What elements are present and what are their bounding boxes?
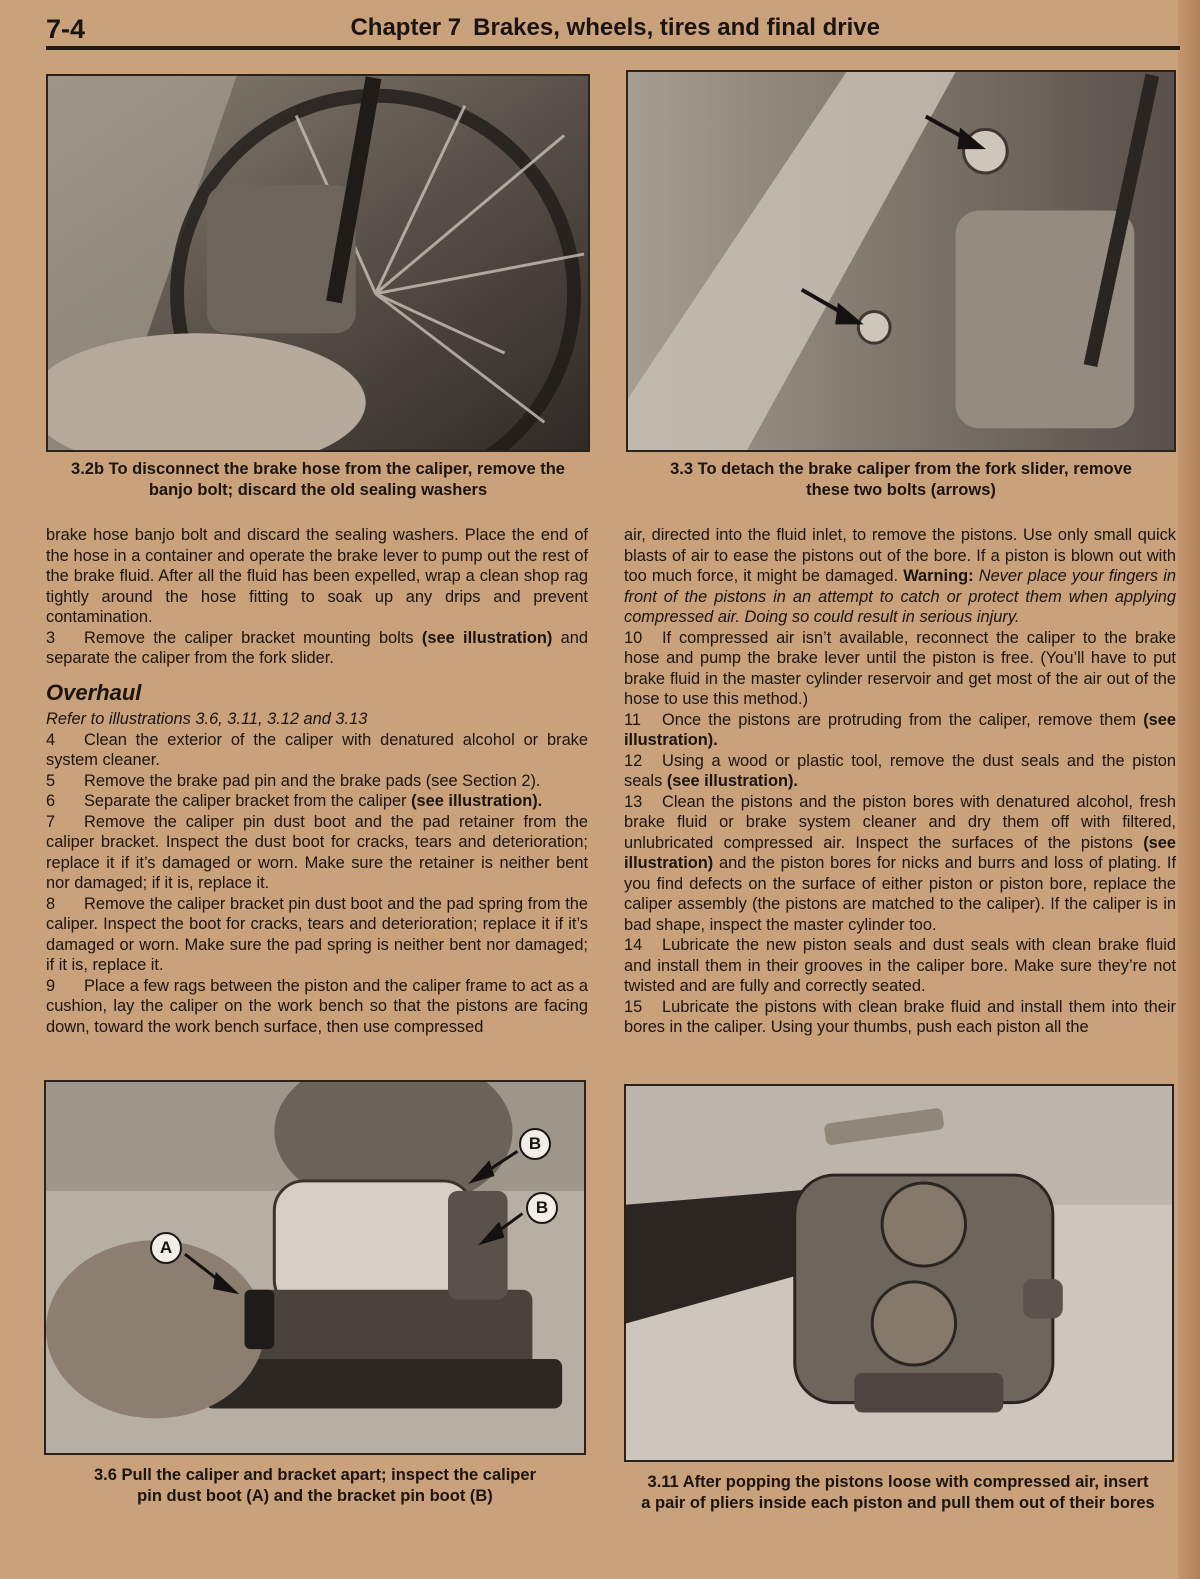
step-number: 9 xyxy=(46,976,56,995)
paragraph xyxy=(624,525,1176,628)
illustration-ref: (see illustration). xyxy=(411,792,543,810)
caption-line: 3.11 After popping the pistons loose with compressed air, insert xyxy=(647,1473,1149,1491)
paragraph xyxy=(46,730,588,771)
caption-3-3 xyxy=(626,459,1176,501)
step-number: 15 xyxy=(624,997,643,1016)
paragraph xyxy=(46,812,588,894)
page-number: 7-4 xyxy=(46,14,86,44)
callout-b: B xyxy=(526,1192,558,1224)
step-text: and separate the caliper from the fork slider. xyxy=(46,628,588,667)
paragraph xyxy=(46,894,588,976)
step-text: Remove the caliper pin dust boot and the pad retainer from the caliper bracket. Inspect the dust boot for cracks, tears and deterioration; replace it if it’s damaged or worn. Make sure the retainer is neither bent nor damaged; if it is, replace it. xyxy=(46,812,588,892)
step-number: 5 xyxy=(46,771,56,790)
step-text: Using a wood or plastic tool, remove the dust seals and the piston seals xyxy=(624,751,1176,790)
photo-3-11 xyxy=(624,1084,1174,1462)
paragraph xyxy=(624,792,1176,936)
step-text: and the piston bores for nicks and burrs and loss of plating. If you find defects on the surface of either piston or piston bore, replace the caliper assembly (the pistons are matched to the caliper). If the caliper is in bad shape, inspect the master cylinder too. xyxy=(624,854,1176,934)
photo-3-2b xyxy=(46,74,590,452)
caption-line: pin dust boot (A) and the bracket pin boot (B) xyxy=(137,1487,493,1505)
caption-3-2b xyxy=(46,459,590,501)
step-text: Separate the caliper bracket from the caliper xyxy=(84,792,407,810)
header-rule xyxy=(46,46,1180,50)
step-number: 13 xyxy=(624,792,643,811)
right-column xyxy=(624,525,1176,1038)
paragraph xyxy=(624,710,1176,751)
section-heading: Overhaul xyxy=(46,679,142,705)
page-edge xyxy=(1178,0,1200,1579)
illustration-ref: (see illustration) xyxy=(421,628,553,647)
step-text: Place a few rags between the piston and the caliper frame to act as a cushion, lay the caliper on the work bench so that the pistons are facing down, toward the work bench surface, then use compressed xyxy=(46,976,588,1036)
caption-line: 3.6 Pull the caliper and bracket apart; inspect the caliper xyxy=(94,1466,536,1484)
caption-line: banjo bolt; discard the old sealing washers xyxy=(148,481,488,499)
step-number: 4 xyxy=(46,730,56,749)
caption-3-11 xyxy=(600,1472,1196,1514)
paragraph xyxy=(46,791,588,812)
illustration-ref: (see illustration). xyxy=(666,772,798,790)
chapter-title xyxy=(350,14,880,42)
photo-3-3 xyxy=(626,70,1176,452)
warning-text: Never place your fingers in front of the pistons in an attempt to catch or protect them when applying compressed air. Doing so could result in serious injury. xyxy=(624,567,1176,626)
paragraph xyxy=(46,628,588,669)
step-number: 3 xyxy=(46,628,56,647)
step-text: Lubricate the pistons with clean brake fluid and install them into their bores in the caliper. Using your thumbs, push each piston all the xyxy=(624,997,1176,1036)
paragraph xyxy=(624,935,1176,997)
step-number: 7 xyxy=(46,812,56,831)
step-text: Clean the pistons and the piston bores with denatured alcohol, fresh brake fluid or brake system cleaner and dry them off with filtered, unlubricated compressed air. Inspect the surfaces of the pistons xyxy=(624,792,1176,852)
step-text: If compressed air isn’t available, reconnect the caliper to the brake hose and pump the brake lever until the piston is free. (You’ll have to put brake fluid in the master cylinder reservoir and get most of the air out of the hose to use this method.) xyxy=(624,628,1176,708)
caption-line: 3.2b To disconnect the brake hose from the caliper, remove the xyxy=(71,460,565,478)
illustration-ref: (see illustration). xyxy=(624,710,1176,749)
paragraph xyxy=(624,997,1176,1038)
step-number: 12 xyxy=(624,751,643,770)
refer-line: Refer to illustrations 3.6, 3.11, 3.12 and 3.13 xyxy=(46,710,368,728)
paragraph xyxy=(624,751,1176,792)
step-number: 11 xyxy=(624,710,642,729)
step-text: Clean the exterior of the caliper with denatured alcohol or brake system cleaner. xyxy=(46,730,588,769)
paragraph-text: air, directed into the fluid inlet, to remove the pistons. Use only small quick blasts of air to ease the pistons out of the bore. If a piston is blown out with too much force, it might be damaged. xyxy=(624,526,1176,585)
step-number: 10 xyxy=(624,628,643,647)
left-column xyxy=(46,525,588,1037)
chapter-label: Chapter 7 xyxy=(350,14,462,41)
step-number: 14 xyxy=(624,936,643,954)
paragraph xyxy=(46,976,588,1038)
step-text: Remove the caliper bracket mounting bolts xyxy=(84,628,414,647)
paragraph xyxy=(624,628,1176,710)
step-text: Once the pistons are protruding from the caliper, remove them xyxy=(662,710,1137,729)
photo-3-6 xyxy=(44,1080,586,1455)
step-number: 6 xyxy=(46,792,56,810)
step-text: Remove the caliper bracket pin dust boot and the pad spring from the caliper. Inspect the boot for cracks, tears and deterioration; replace it if it’s damaged or worn. Make sure the pad spring is neither bent nor damaged; if it is, replace it. xyxy=(46,894,588,974)
step-text: Lubricate the new piston seals and dust seals with clean brake fluid and install them in their grooves in the caliper bore. Make sure they’re not twisted and are fully and correctly seated. xyxy=(624,936,1176,995)
callout-a: A xyxy=(150,1232,182,1264)
page-header xyxy=(46,10,1180,50)
caption-line: these two bolts (arrows) xyxy=(806,481,996,499)
caption-line: a pair of pliers inside each piston and pull them out of their bores xyxy=(641,1494,1155,1512)
paragraph xyxy=(46,771,588,792)
callout-b: B xyxy=(519,1128,551,1160)
step-text: Remove the brake pad pin and the brake pads (see Section 2). xyxy=(84,771,541,790)
chapter-subtitle: Brakes, wheels, tires and final drive xyxy=(473,14,880,41)
illustration-ref: (see illustration) xyxy=(624,833,1176,872)
step-number: 8 xyxy=(46,894,56,913)
caption-line: 3.3 To detach the brake caliper from the fork slider, remove xyxy=(670,460,1132,478)
warning-label: Warning: xyxy=(903,567,974,585)
paragraph: brake hose banjo bolt and discard the sealing washers. Place the end of the hose in a container and operate the brake lever to pump out the rest of the brake fluid. After all the fluid has been expelled, wrap a clean shop rag tightly around the hose fitting to soak up any drips and prevent contamination. xyxy=(46,526,588,626)
caption-3-6 xyxy=(44,1465,586,1507)
